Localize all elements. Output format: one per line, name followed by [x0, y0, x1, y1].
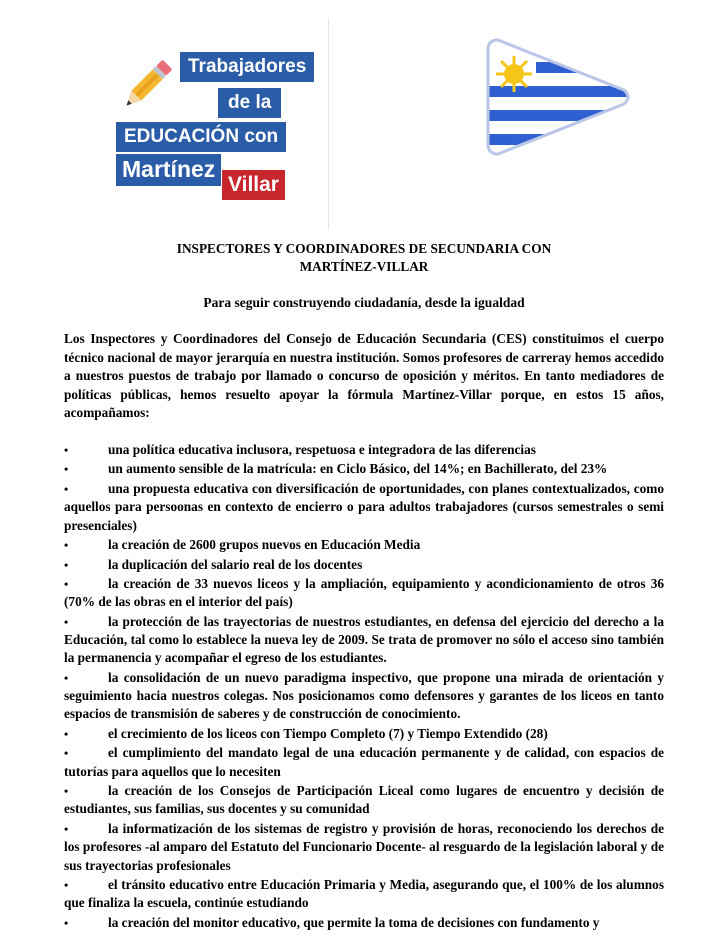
bullet-marker: •	[64, 726, 69, 741]
bullet-marker: •	[64, 576, 69, 591]
document-title-line2: MARTÍNEZ-VILLAR	[299, 259, 429, 274]
list-item	[64, 536, 664, 554]
logo-text-de-la: de la	[218, 88, 281, 118]
bullet-marker: •	[64, 442, 69, 457]
logo-text-villar: Villar	[222, 170, 285, 200]
document-subtitle: Para seguir construyendo ciudadanía, desde la igualdad	[203, 295, 525, 310]
list-item-text: el tránsito educativo entre Educación Primaria y Media, asegurando que, el 100% de los alumnos que finaliza la escuela, continúe estudiando	[64, 877, 664, 911]
list-item-text: la consolidación de un nuevo paradigma inspectivo, que propone una mirada de orientación y seguimiento hacia nuestros colegas. Nos posicionamos como defensores y garantes de los liceos en tanto espacios de transmisión de saberes y de construcción de conocimiento.	[64, 669, 664, 722]
bullet-marker: •	[64, 784, 69, 799]
document-body	[64, 240, 664, 933]
achievements-list	[64, 441, 664, 932]
list-item-text: una política educativa inclusora, respetuosa e integradora de las diferencias	[108, 441, 536, 457]
bullet-marker: •	[64, 878, 69, 893]
list-item	[64, 820, 664, 875]
intro-paragraph: Los Inspectores y Coordinadores del Consejo de Educación Secundaria (CES) constituimos el cuerpo técnico nacional de mayor jerarquía en nuestra institución. Somos profesores de carreray hemos accedido a nuestros puestos de trabajo por llamado o concurso de oposición y méritos. En tanto mediadores de políticas públicas, hemos resuelto apoyar la fórmula Martínez-Villar porque, en estos 15 años, acompañamos:	[64, 331, 664, 421]
list-item	[64, 669, 664, 724]
list-item	[64, 480, 664, 535]
list-item-text: una propuesta educativa con diversificación de oportunidades, con planes contextualizados, como aquellos para persoonas en contexto de encierro o para adultos trabajadores (cursos semestrales o semi presenciales)	[64, 480, 664, 533]
list-item-text: un aumento sensible de la matrícula: en Ciclo Básico, del 14%; en Bachillerato, del 23%	[108, 461, 608, 477]
uruguay-flag-triangle-icon	[484, 34, 636, 160]
list-item-text: la creación de los Consejos de Participación Liceal como lugares de encuentro y decisión de estudiantes, sus familias, sus docentes y su comunidad	[64, 783, 664, 817]
bullet-marker: •	[64, 670, 69, 685]
list-item-text: la creación de 2600 grupos nuevos en Educación Media	[108, 537, 421, 553]
list-item	[64, 441, 664, 459]
document-title	[64, 240, 664, 276]
list-item	[64, 460, 664, 478]
logo-text-educacion-con: EDUCACIÓN con	[116, 122, 286, 152]
bullet-marker: •	[64, 462, 69, 477]
list-item	[64, 575, 664, 612]
bullet-marker: •	[64, 746, 69, 761]
list-item	[64, 744, 664, 781]
bullet-marker: •	[64, 821, 69, 836]
list-item-text: la creación de 33 nuevos liceos y la ampliación, equipamiento y acondicionamiento de otros 36 (70% de las obras en el interior del país)	[64, 575, 664, 610]
campaign-logo	[108, 18, 329, 230]
list-item-text: el crecimiento de los liceos con Tiempo Completo (7) y Tiempo Extendido (28)	[108, 725, 548, 741]
list-item-text: la creación del monitor educativo, que permite la toma de decisiones con fundamento y	[108, 914, 600, 930]
list-item	[64, 613, 664, 668]
pencil-icon	[116, 54, 178, 116]
bullet-marker: •	[64, 557, 69, 572]
list-item	[64, 876, 664, 913]
list-item-text: el cumplimiento del mandato legal de una educación permanente y de calidad, con espacios de tutorías para aquellos que lo necesiten	[64, 745, 664, 779]
bullet-marker: •	[64, 614, 69, 629]
list-item-text: la informatización de los sistemas de registro y provisión de horas, reconociendo los derechos de los profesores -al amparo del Estatuto del Funcionario Docente- al resguardo de la legislación laboral y de sus trayectorias profesionales	[64, 820, 664, 873]
document-title-line1: INSPECTORES Y COORDINADORES DE SECUNDARIA CON	[176, 241, 552, 256]
list-item	[64, 556, 664, 574]
logo-text-trabajadores: Trabajadores	[180, 52, 314, 82]
list-item	[64, 914, 664, 932]
list-item	[64, 725, 664, 743]
bullet-marker: •	[64, 915, 69, 930]
bullet-marker: •	[64, 538, 69, 553]
bullet-marker: •	[64, 481, 69, 496]
list-item	[64, 782, 664, 819]
list-item-text: la protección de las trayectorias de nuestros estudiantes, en defensa del ejercicio del derecho a la Educación, tal como lo establece la nueva ley de 2009. Se trata de promover no sólo el acceso sino también la permanencia y acompañar el egreso de los estudiantes.	[64, 613, 664, 666]
logo-text-martinez: Martínez	[116, 154, 221, 186]
list-item-text: la duplicación del salario real de los docentes	[108, 556, 363, 572]
